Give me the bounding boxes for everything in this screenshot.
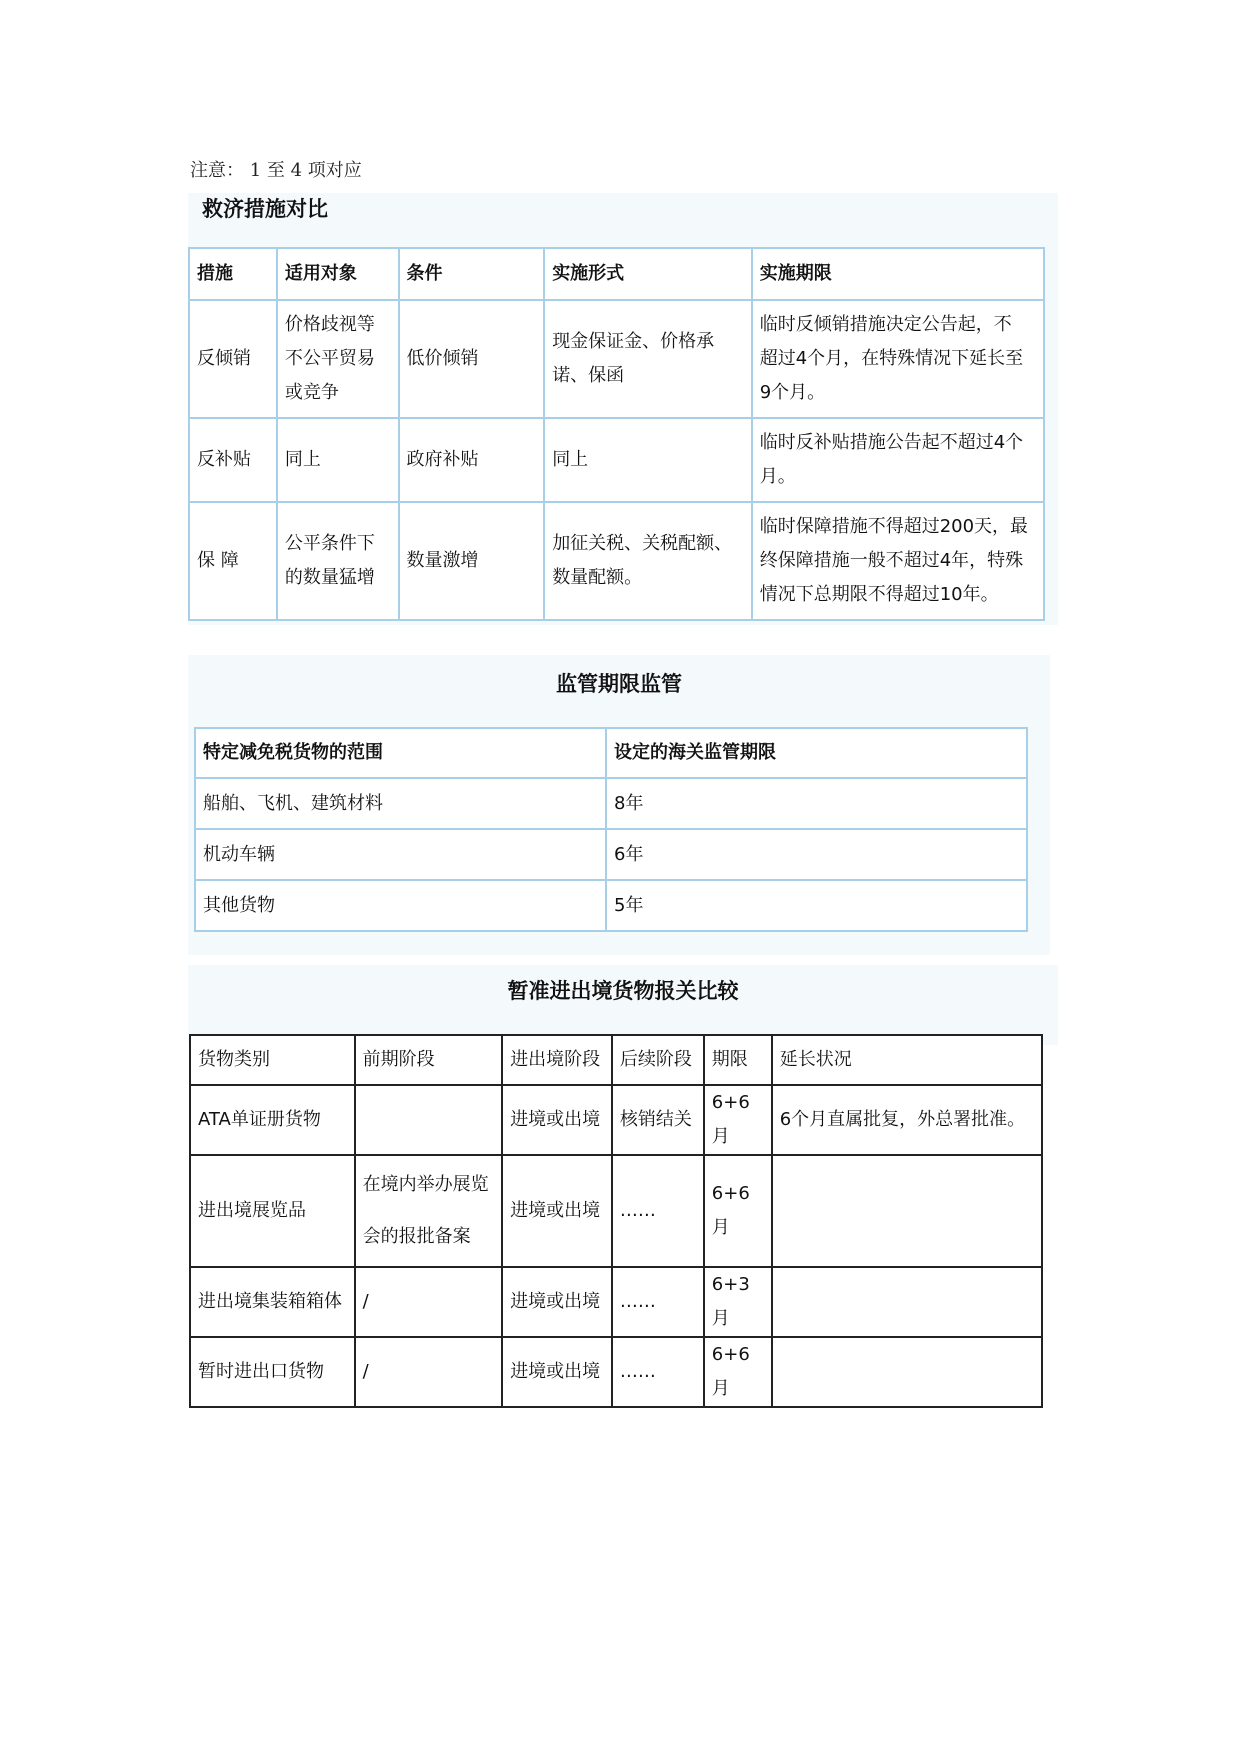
pre-stage-cell: /	[355, 1337, 503, 1407]
supervision-period-title: 监管期限监管	[556, 672, 682, 696]
extension-cell	[772, 1337, 1042, 1407]
goods-scope-cell: 船舶、飞机、建筑材料	[195, 778, 606, 829]
table-header-row	[189, 248, 1044, 300]
table-row	[190, 1337, 1042, 1407]
header-cell: 进出境阶段	[502, 1035, 612, 1085]
table-row	[190, 1155, 1042, 1267]
extension-cell	[772, 1267, 1042, 1337]
header-cell: 设定的海关监管期限	[606, 728, 1027, 778]
temporary-goods-title: 暂准进出境货物报关比较	[507, 979, 739, 1003]
category-cell: 进出境集装箱箱体	[190, 1267, 355, 1337]
measure-cell: 保 障	[189, 502, 277, 620]
measure-cell: 反补贴	[189, 418, 277, 502]
target-cell: 同上	[277, 418, 399, 502]
entry-stage-cell: 进境或出境	[502, 1085, 612, 1155]
period-cell: 5年	[606, 880, 1027, 931]
condition-cell: 低价倾销	[399, 300, 545, 418]
temporary-goods-panel	[188, 965, 1058, 1045]
term-cell: 6+6月	[704, 1155, 772, 1267]
header-cell: 延长状况	[772, 1035, 1042, 1085]
pre-stage-cell: 在境内举办展览 会的报批备案	[355, 1155, 503, 1267]
period-cell: 6年	[606, 829, 1027, 880]
category-cell: ATA单证册货物	[190, 1085, 355, 1155]
condition-cell: 政府补贴	[399, 418, 545, 502]
table-header-row	[190, 1035, 1042, 1085]
table-row	[190, 1085, 1042, 1155]
note-text: 注意： 1 至 4 项对应	[190, 160, 362, 181]
term-cell: 6+6月	[704, 1337, 772, 1407]
entry-stage-cell: 进境或出境	[502, 1337, 612, 1407]
form-cell: 同上	[544, 418, 752, 502]
post-stage-cell: ……	[612, 1267, 704, 1337]
supervision-period-table	[194, 727, 1028, 932]
temporary-goods-table	[189, 1034, 1043, 1408]
header-cell: 条件	[399, 248, 545, 300]
table-row	[189, 300, 1044, 418]
header-cell: 货物类别	[190, 1035, 355, 1085]
form-cell: 加征关税、关税配额、 数量配额。	[544, 502, 752, 620]
measure-cell: 反倾销	[189, 300, 277, 418]
table-row	[189, 502, 1044, 620]
target-cell: 公平条件下 的数量猛增	[277, 502, 399, 620]
header-cell: 实施形式	[544, 248, 752, 300]
extension-cell: 6个月直属批复，外总署批准。	[772, 1085, 1042, 1155]
goods-scope-cell: 机动车辆	[195, 829, 606, 880]
relief-measures-title: 救济措施对比	[202, 197, 328, 221]
term-cell: 6+3月	[704, 1267, 772, 1337]
target-cell: 价格歧视等 不公平贸易 或竞争	[277, 300, 399, 418]
header-cell: 措施	[189, 248, 277, 300]
entry-stage-cell: 进境或出境	[502, 1267, 612, 1337]
post-stage-cell: ……	[612, 1155, 704, 1267]
period-cell: 临时保障措施不得超过200天，最 终保障措施一般不超过4年，特殊 情况下总期限不得超过10年。	[752, 502, 1044, 620]
header-cell: 期限	[704, 1035, 772, 1085]
pre-stage-cell	[355, 1085, 503, 1155]
table-row	[189, 418, 1044, 502]
goods-scope-cell: 其他货物	[195, 880, 606, 931]
table-row	[195, 829, 1027, 880]
pre-stage-cell: /	[355, 1267, 503, 1337]
post-stage-cell: ……	[612, 1337, 704, 1407]
form-cell: 现金保证金、价格承 诺、保函	[544, 300, 752, 418]
term-cell: 6+6月	[704, 1085, 772, 1155]
header-cell: 适用对象	[277, 248, 399, 300]
entry-stage-cell: 进境或出境	[502, 1155, 612, 1267]
header-cell: 前期阶段	[355, 1035, 503, 1085]
table-row	[190, 1267, 1042, 1337]
table-header-row	[195, 728, 1027, 778]
post-stage-cell: 核销结关	[612, 1085, 704, 1155]
period-cell: 临时反补贴措施公告起不超过4个 月。	[752, 418, 1044, 502]
header-cell: 实施期限	[752, 248, 1044, 300]
category-cell: 进出境展览品	[190, 1155, 355, 1267]
table-row	[195, 880, 1027, 931]
extension-cell	[772, 1155, 1042, 1267]
header-cell: 特定减免税货物的范围	[195, 728, 606, 778]
period-cell: 临时反倾销措施决定公告起，不 超过4个月，在特殊情况下延长至 9个月。	[752, 300, 1044, 418]
relief-measures-table	[188, 247, 1045, 621]
condition-cell: 数量激增	[399, 502, 545, 620]
table-row	[195, 778, 1027, 829]
period-cell: 8年	[606, 778, 1027, 829]
header-cell: 后续阶段	[612, 1035, 704, 1085]
category-cell: 暂时进出口货物	[190, 1337, 355, 1407]
